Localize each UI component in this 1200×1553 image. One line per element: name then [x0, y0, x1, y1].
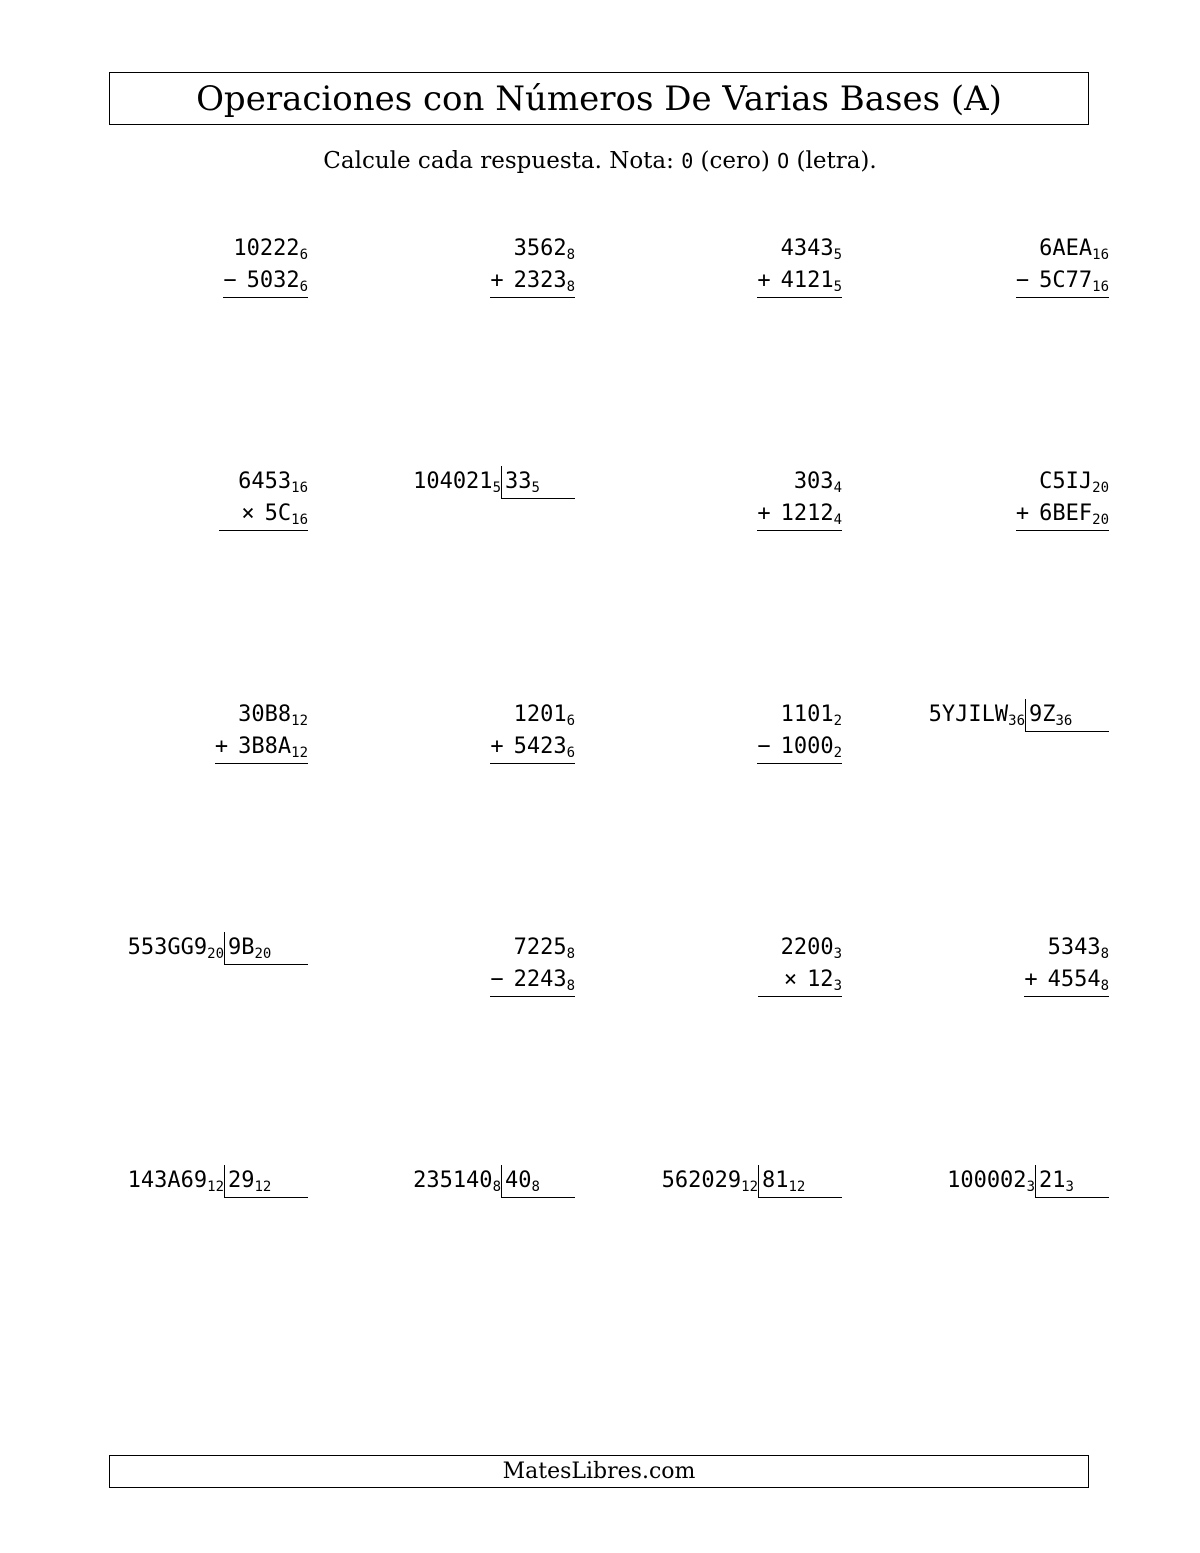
- divisor: $81_{12}$: [758, 1165, 842, 1198]
- letter-word: (letra).: [789, 148, 877, 174]
- operator: −: [757, 734, 771, 759]
- dividend: $143A69_{12}$: [127, 1168, 224, 1195]
- stacked-operation: [757, 233, 842, 298]
- dividend: $104021_5$: [413, 469, 501, 496]
- dividend: $100002_3$: [947, 1168, 1035, 1195]
- operator: +: [214, 734, 229, 759]
- first-operand: $6453_{16}$: [238, 469, 308, 496]
- second-operand: + $6BEF_{20}$: [1016, 498, 1109, 531]
- first-operand: $6AEA_{16}$: [1039, 236, 1109, 263]
- instructions-text: Calcule cada respuesta. Nota:: [323, 148, 682, 174]
- second-operand: + $4121_5$: [757, 265, 842, 298]
- first-operand: $1201_6$: [513, 702, 575, 729]
- stacked-operation: [1016, 233, 1109, 298]
- second-operand: + $4554_8$: [1024, 964, 1109, 997]
- long-division: [128, 1165, 308, 1198]
- operator: +: [1024, 967, 1038, 992]
- stacked-operation: [490, 233, 575, 298]
- second-operand: × $12_3$: [758, 964, 842, 997]
- long-division: [128, 932, 308, 965]
- letter-glyph: O: [777, 149, 790, 173]
- divisor: $29_{12}$: [224, 1165, 308, 1198]
- stacked-operation: [223, 233, 308, 298]
- first-operand: $1101_2$: [780, 702, 842, 729]
- long-division: [413, 466, 575, 499]
- stacked-operation: [490, 932, 575, 997]
- long-division: [929, 699, 1109, 732]
- first-operand: $4343_5$: [780, 236, 842, 263]
- first-operand: $10222_6$: [233, 236, 308, 263]
- long-division: [947, 1165, 1109, 1198]
- operator: −: [490, 967, 504, 992]
- operator: +: [490, 268, 504, 293]
- stacked-operation: [758, 932, 842, 997]
- operator: +: [757, 501, 771, 526]
- second-operand: − $2243_8$: [490, 964, 575, 997]
- first-operand: $2200_3$: [780, 935, 842, 962]
- first-operand: $3562_8$: [513, 236, 575, 263]
- divisor: $9Z_{36}$: [1025, 699, 1109, 732]
- second-operand: − $5C77_{16}$: [1016, 265, 1109, 298]
- second-operand: + $5423_6$: [490, 731, 575, 764]
- second-operand: − $5032_6$: [223, 265, 308, 298]
- dividend: $562029_{12}$: [661, 1168, 758, 1195]
- stacked-operation: [490, 699, 575, 764]
- dividend: $235140_8$: [413, 1168, 501, 1195]
- divisor: $40_8$: [501, 1165, 575, 1198]
- operator: ×: [783, 967, 798, 992]
- dividend: $5YJILW_{36}$: [928, 702, 1025, 729]
- second-operand: × $5C_{16}$: [219, 498, 308, 531]
- operator: +: [757, 268, 771, 293]
- stacked-operation: [1016, 466, 1109, 531]
- divisor: $9B_{20}$: [224, 932, 308, 965]
- second-operand: + $1212_4$: [757, 498, 842, 531]
- operator: +: [1015, 501, 1030, 526]
- stacked-operation: [219, 466, 308, 531]
- worksheet-title: Operaciones con Números De Varias Bases (A): [109, 72, 1089, 125]
- first-operand: $C5IJ_{20}$: [1039, 469, 1109, 496]
- stacked-operation: [1024, 932, 1109, 997]
- second-operand: + $3B8A_{12}$: [215, 731, 308, 764]
- stacked-operation: [215, 699, 308, 764]
- stacked-operation: [757, 699, 842, 764]
- second-operand: + $2323_8$: [490, 265, 575, 298]
- operator: +: [490, 734, 504, 759]
- first-operand: $303_4$: [793, 469, 842, 496]
- long-division: [662, 1165, 842, 1198]
- instructions: [0, 148, 1200, 174]
- first-operand: $5343_8$: [1047, 935, 1109, 962]
- long-division: [413, 1165, 575, 1198]
- dividend: $553GG9_{20}$: [127, 935, 224, 962]
- zero-glyph: 0: [681, 149, 694, 173]
- divisor: $33_5$: [501, 466, 575, 499]
- divisor: $21_3$: [1035, 1165, 1109, 1198]
- zero-word: (cero): [693, 148, 778, 174]
- first-operand: $7225_8$: [513, 935, 575, 962]
- operator: −: [1015, 268, 1030, 293]
- operator: −: [223, 268, 237, 293]
- second-operand: − $1000_2$: [757, 731, 842, 764]
- stacked-operation: [757, 466, 842, 531]
- footer-site: MatesLibres.com: [109, 1455, 1089, 1488]
- first-operand: $30B8_{12}$: [238, 702, 308, 729]
- operator: ×: [241, 501, 255, 526]
